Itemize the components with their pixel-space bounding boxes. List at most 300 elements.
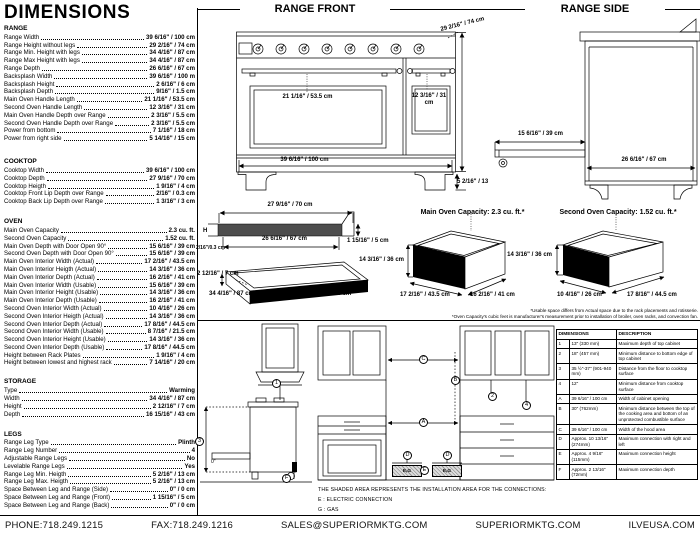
range-side-drawing bbox=[490, 15, 700, 200]
main-oven-width-label: 17 2/16" / 43.5 cm bbox=[400, 292, 450, 298]
spec-row bbox=[4, 250, 195, 258]
spec-row bbox=[4, 119, 195, 127]
spec-label: Main Oven Depth with Door Open 90° bbox=[4, 242, 107, 250]
marker-2: 2 bbox=[488, 392, 497, 401]
dotted-leader bbox=[110, 491, 168, 492]
spec-row bbox=[4, 64, 195, 72]
spec-label: Type bbox=[4, 387, 18, 395]
dotted-leader bbox=[115, 125, 149, 126]
spec-row bbox=[4, 49, 195, 57]
spec-value: Yes bbox=[184, 462, 195, 470]
second-oven-capacity-title: Second Oven Capacity: 1.52 cu. ft.* bbox=[559, 209, 677, 216]
page-title: DIMENSIONS bbox=[4, 2, 131, 23]
spec-value: 1 3/16" / 3 cm bbox=[156, 198, 195, 206]
spec-value: 1 9/16" / 4 cm bbox=[156, 351, 195, 359]
spec-label: Second Oven Interior Depth (Usable) bbox=[4, 343, 105, 351]
table-description-cell: Maximum connection height bbox=[617, 449, 698, 464]
spec-value: 15 6/16" / 39 cm bbox=[149, 250, 195, 258]
table-description-cell: Distance from the floor to cooktop surface bbox=[617, 364, 698, 379]
cooktop-h-marker: H bbox=[203, 228, 208, 234]
spec-value: 0" / 0 cm bbox=[169, 486, 195, 494]
range-front-height-label: 29 2/16" / 74 cm bbox=[440, 16, 486, 33]
dotted-leader bbox=[77, 101, 143, 102]
table-row bbox=[557, 425, 698, 435]
spec-label: Second Oven Depth with Door Open 90° bbox=[4, 250, 114, 258]
dotted-leader bbox=[111, 507, 167, 508]
table-dimension-cell: 39 6/16" / 100 cm bbox=[570, 425, 617, 435]
connection-point bbox=[292, 462, 297, 472]
spec-label: Backsplash Depth bbox=[4, 88, 54, 96]
spec-row bbox=[4, 242, 195, 250]
table-ref-cell: F bbox=[557, 465, 570, 480]
spec-row bbox=[4, 446, 195, 454]
spec-label: Height bbox=[4, 402, 22, 410]
main-oven-depth-label: 16 2/16" / 41 cm bbox=[470, 292, 515, 298]
spec-value: 2 3/16" / 5.5 cm bbox=[151, 111, 195, 119]
dotted-leader bbox=[68, 476, 150, 477]
spec-row bbox=[4, 234, 195, 242]
marker-C: C bbox=[419, 355, 428, 364]
dotted-leader bbox=[96, 263, 142, 264]
storage-drawer-drawing bbox=[196, 258, 396, 313]
dotted-leader bbox=[106, 195, 155, 196]
marker-A: A bbox=[419, 418, 428, 427]
table-row bbox=[557, 379, 698, 394]
cooktop-top-width-label: 27 9/16" / 70 cm bbox=[267, 202, 313, 208]
table-ref-cell: E bbox=[557, 449, 570, 464]
spec-label: Space Between Leg and Range (Back) bbox=[4, 501, 110, 509]
table-description-cell: Minimum distance to bottom edge of top cabinet bbox=[617, 349, 698, 364]
table-row bbox=[557, 434, 698, 449]
table-description-cell: Maximum depth of top cabinet bbox=[617, 339, 698, 349]
spec-value: 9/16" / 1.5 cm bbox=[156, 88, 195, 96]
spec-value: 39 6/16" / 100 m bbox=[149, 72, 195, 80]
table-ref-cell: 2 bbox=[557, 349, 570, 364]
spec-row bbox=[4, 134, 195, 142]
spec-label: Range Max Height with legs bbox=[4, 57, 80, 65]
connection-area-label: E,G bbox=[402, 468, 412, 474]
spec-label: Main Oven Interior Depth (Usable) bbox=[4, 297, 97, 305]
spec-value: 26 6/16" / 67 cm bbox=[149, 64, 195, 72]
spec-value: 29 2/16" / 74 cm bbox=[149, 41, 195, 49]
spec-row bbox=[4, 351, 195, 359]
main-oven-height-label: 14 3/16" / 36 cm bbox=[359, 257, 404, 263]
spec-value: 7 14/16" / 20 cm bbox=[149, 359, 195, 367]
gas-note: G : GAS bbox=[318, 507, 339, 513]
spec-label: Main Oven Capacity bbox=[4, 226, 59, 234]
dotted-leader bbox=[108, 248, 147, 249]
table-dimension-cell: 18" (457 mm) bbox=[570, 349, 617, 364]
burner-knobs bbox=[253, 44, 424, 54]
marker-B: B bbox=[451, 376, 460, 385]
spec-row bbox=[4, 394, 195, 402]
main-oven-drawing bbox=[405, 222, 520, 302]
range-depth-label: 26 6/16" / 67 cm bbox=[600, 157, 688, 164]
spec-row bbox=[4, 281, 195, 289]
dotted-leader bbox=[106, 333, 146, 334]
range-front-drawing bbox=[236, 24, 466, 196]
spec-label: Range Leg Type bbox=[4, 439, 49, 447]
spec-value: 2 3/16" / 5.5 cm bbox=[151, 119, 195, 127]
cooktop-inner-width-label: 26 6/16" / 67 cm bbox=[262, 236, 307, 242]
spec-row bbox=[4, 226, 195, 234]
dotted-leader bbox=[57, 132, 150, 133]
table-row bbox=[557, 465, 698, 480]
spec-row bbox=[4, 493, 195, 501]
spec-row bbox=[4, 56, 195, 64]
spec-label: Backsplash Width bbox=[4, 72, 53, 80]
hood-cabinet bbox=[262, 324, 298, 372]
spec-value: 1 15/16" / 5 cm bbox=[152, 494, 195, 502]
table-dimension-cell: 30" (762mm) bbox=[570, 404, 617, 425]
table-ref-cell: B bbox=[557, 404, 570, 425]
spec-value: 2 12/16" / 7 cm bbox=[152, 402, 195, 410]
spec-row bbox=[4, 359, 195, 367]
spec-label: Main Oven Interior Height (Usable) bbox=[4, 289, 99, 297]
dotted-leader bbox=[82, 54, 148, 55]
spec-label: Range Leg Number bbox=[4, 447, 58, 455]
spec-value: 14 3/16" / 36 cm bbox=[149, 289, 195, 297]
dotted-leader bbox=[54, 78, 147, 79]
spec-row bbox=[4, 485, 195, 493]
storage-height-label: 2 12/16" / 7 cm bbox=[197, 271, 239, 277]
spec-value: 21 1/16" / 53.5 cm bbox=[144, 96, 195, 104]
spec-row bbox=[4, 190, 195, 198]
spec-value: 7 1/16" / 18 cm bbox=[152, 127, 195, 135]
spec-row bbox=[4, 478, 195, 486]
backsplash bbox=[680, 19, 696, 32]
spec-label: Adjustable Range Legs bbox=[4, 455, 68, 463]
spec-label: Cooktop Heigth bbox=[4, 182, 47, 190]
dotted-leader bbox=[64, 140, 148, 141]
spec-value: 16 2/16" / 41 cm bbox=[149, 297, 195, 305]
second-oven-height-label: 14 3/16" / 36 cm bbox=[507, 252, 552, 258]
dotted-leader bbox=[108, 117, 149, 118]
table-ref-cell: C bbox=[557, 425, 570, 435]
spec-label: Second Oven Interior Width (Actual) bbox=[4, 304, 102, 312]
spec-label: Space Between Leg and Range (Side) bbox=[4, 486, 109, 494]
spec-row bbox=[4, 127, 195, 135]
spec-row bbox=[4, 41, 195, 49]
footnote-capacity: *Oven Capacity's cubic feet is manufacturer's measurement prior to installation of broiler, oven racks, and convection fan. bbox=[451, 314, 698, 319]
spec-row bbox=[4, 182, 195, 190]
upper-right-cabinet bbox=[460, 326, 554, 380]
dimensions-table bbox=[556, 329, 698, 480]
spec-row bbox=[4, 33, 195, 41]
spec-label: Cooktop Back Lip Depth over Range bbox=[4, 198, 103, 206]
footnote-usable: *Usable space differs from Actual space due to the rack placements and rotisserie. bbox=[530, 308, 698, 313]
spec-value: 8 7/16" / 21.5 cm bbox=[147, 328, 195, 336]
section-header: RANGE bbox=[4, 25, 28, 32]
spec-label: Space Between Leg and Range (Front) bbox=[4, 494, 111, 502]
specs-sections bbox=[4, 25, 195, 509]
cooktop-bar bbox=[218, 224, 342, 236]
installation-side-drawing bbox=[196, 322, 316, 492]
dotted-leader bbox=[68, 240, 163, 241]
spec-value: 39 6/16" / 100 cm bbox=[146, 166, 195, 174]
spec-value: 2 6/16" / 6 cm bbox=[156, 80, 195, 88]
table-dimension-cell: Approx. 4 9/16" (115mm) bbox=[570, 449, 617, 464]
spec-label: Main Oven Interior Depth (Actual) bbox=[4, 273, 95, 281]
dotted-leader bbox=[98, 287, 147, 288]
spec-value: 17 8/16" / 44.5 cm bbox=[144, 343, 195, 351]
spec-value: 10 4/16" / 26 cm bbox=[149, 304, 195, 312]
table-ref-cell: 4 bbox=[557, 379, 570, 394]
spec-row bbox=[4, 410, 195, 418]
second-oven-width-label: 10 4/16" / 26 cm bbox=[557, 292, 602, 298]
footer-brand-site[interactable]: ILVEUSA.COM bbox=[628, 519, 695, 531]
spec-row bbox=[4, 328, 195, 336]
spec-value: 34 4/16" / 87 cm bbox=[149, 57, 195, 65]
spec-row bbox=[4, 111, 195, 119]
table-row bbox=[557, 339, 698, 349]
dotted-leader bbox=[112, 499, 151, 500]
marker-E: E bbox=[420, 466, 429, 475]
second-oven-drawing bbox=[553, 225, 678, 300]
spec-row bbox=[4, 304, 195, 312]
range-width-label: 39 6/16" / 100 cm bbox=[280, 157, 329, 163]
second-oven-handle bbox=[412, 69, 450, 73]
marker-F: F bbox=[282, 474, 291, 483]
spec-label: Main Oven Handle Depth over Range bbox=[4, 111, 106, 119]
spec-label: Cooktop Front Lip Depth over Range bbox=[4, 190, 104, 198]
spec-label: Height between Rack Plates bbox=[4, 351, 81, 359]
spec-label: Width bbox=[4, 395, 20, 403]
spec-row bbox=[4, 335, 195, 343]
dotted-leader bbox=[55, 93, 154, 94]
spec-value: 34 4/16" / 87 cm bbox=[149, 395, 195, 403]
spec-value: 1 9/16" / 4 cm bbox=[156, 182, 195, 190]
spec-value: 14 3/16" / 36 cm bbox=[149, 312, 195, 320]
spec-value: 1.52 cu. ft. bbox=[165, 234, 195, 242]
middle-rule bbox=[197, 320, 700, 321]
spec-row bbox=[4, 462, 195, 470]
spec-label: Cooktop Depth bbox=[4, 174, 45, 182]
spec-label: Range Leg Min. Heigth bbox=[4, 470, 67, 478]
table-row bbox=[557, 404, 698, 425]
table-description-cell: Maximum connection with right and left bbox=[617, 434, 698, 449]
oven-footnotes bbox=[400, 308, 698, 320]
dotted-leader bbox=[82, 62, 148, 63]
dotted-leader bbox=[22, 400, 148, 401]
second-handle-label: 12 3/16" / 31 cm bbox=[411, 93, 447, 106]
dotted-leader bbox=[47, 180, 148, 181]
spec-row bbox=[4, 95, 195, 103]
spec-value: 16 15/16" / 43 cm bbox=[146, 410, 195, 418]
range-front-title: RANGE FRONT bbox=[240, 3, 390, 16]
spec-label: Levelable Range Legs bbox=[4, 462, 65, 470]
spec-value: Warming bbox=[169, 387, 195, 395]
spec-label: Power from right side bbox=[4, 135, 62, 143]
range-side-title: RANGE SIDE bbox=[525, 3, 665, 16]
dotted-leader bbox=[100, 294, 147, 295]
spec-row bbox=[4, 265, 195, 273]
specs-panel bbox=[4, 2, 195, 509]
spec-row bbox=[4, 257, 195, 265]
section-header: LEGS bbox=[4, 430, 22, 438]
marker-1: 1 bbox=[272, 379, 281, 388]
leg-height-label: 5 2/16" / 13 bbox=[457, 179, 489, 185]
dotted-leader bbox=[83, 357, 155, 358]
dimensions-header: DIMENSIONS bbox=[557, 330, 617, 340]
spec-value: 5 2/16" / 13 cm bbox=[152, 478, 195, 486]
spec-row bbox=[4, 174, 195, 182]
installation-note: THE SHADED AREA REPRESENTS THE INSTALLATION AREA FOR THE CONNECTIONS: bbox=[318, 487, 547, 493]
spec-value: 2/16" / 0.3 cm bbox=[156, 190, 195, 198]
table-description-cell: Minimum distance from cooktop surface bbox=[617, 379, 698, 394]
spec-value: 16 2/16" / 41 cm bbox=[149, 273, 195, 281]
clock-display bbox=[239, 43, 252, 54]
spec-value: No bbox=[186, 455, 195, 463]
spec-row bbox=[4, 296, 195, 304]
spec-label: Second Oven Interior Width (Usable) bbox=[4, 328, 104, 336]
section-header: OVEN bbox=[4, 218, 23, 226]
spec-row bbox=[4, 454, 195, 462]
spec-label: Depth bbox=[4, 410, 21, 418]
spec-label: Height between lowest and highest rack bbox=[4, 359, 112, 367]
marker-4: 4 bbox=[522, 401, 531, 410]
dotted-leader bbox=[24, 408, 151, 409]
footer-website[interactable]: SUPERIORMKTG.COM bbox=[475, 519, 581, 531]
spec-label: Range Leg Max. Heigth bbox=[4, 478, 69, 486]
dotted-leader bbox=[22, 416, 144, 417]
dotted-leader bbox=[56, 86, 154, 87]
open-door bbox=[212, 453, 250, 459]
table-ref-cell: 3 bbox=[557, 364, 570, 379]
table-dimension-cell: 39 6/16" / 100 cm bbox=[570, 394, 617, 404]
spec-value: 14 3/16" / 36 cm bbox=[149, 265, 195, 273]
dotted-leader bbox=[106, 349, 142, 350]
spec-label: Second Oven Interior Depth (Actual) bbox=[4, 320, 103, 328]
cooktop-lip-label: 2/16"/0.3 cm bbox=[196, 245, 226, 251]
main-oven-capacity-title: Main Oven Capacity: 2.3 cu. ft.* bbox=[420, 209, 525, 216]
spec-row bbox=[4, 289, 195, 297]
spec-label: Main Oven Interior Width (Usable) bbox=[4, 281, 97, 289]
spec-row bbox=[4, 197, 195, 205]
spec-value: 12 3/16" / 31 cm bbox=[149, 103, 195, 111]
marker-D: D bbox=[443, 451, 452, 460]
dotted-leader bbox=[77, 47, 147, 48]
spec-row bbox=[4, 88, 195, 96]
spec-label: Backsplash Height bbox=[4, 80, 55, 88]
dotted-leader bbox=[105, 203, 154, 204]
dotted-leader bbox=[19, 392, 167, 393]
spec-label: Range Min. Height with legs bbox=[4, 49, 80, 57]
main-oven-handle bbox=[242, 69, 396, 73]
connection-area-1 bbox=[392, 465, 422, 477]
dotted-leader bbox=[104, 310, 148, 311]
spec-label: Second Oven Handle Depth over Range bbox=[4, 119, 114, 127]
table-description-cell: Minimum distance between the top of the cooking area and bottom of an unprotected combustible surface bbox=[617, 404, 698, 425]
table-dimension-cell: 35 ½"-37" (901-940 mm) bbox=[570, 364, 617, 379]
dotted-leader bbox=[41, 39, 144, 40]
spec-row bbox=[4, 386, 195, 394]
spec-label: Main Oven Handle Length bbox=[4, 96, 75, 104]
dotted-leader bbox=[69, 460, 185, 461]
dotted-leader bbox=[70, 483, 151, 484]
table-dimension-cell: Approx. 10 13/16" (274mm) bbox=[570, 434, 617, 449]
spec-value: 4 bbox=[191, 447, 195, 455]
spec-row bbox=[4, 273, 195, 281]
dotted-leader bbox=[67, 468, 183, 469]
range-body bbox=[250, 407, 296, 472]
storage-depth-label: 16 15/16" / 43 cm bbox=[303, 291, 352, 297]
connection-area-label: E,G bbox=[442, 468, 452, 474]
spec-value: 0" / 0 cm bbox=[169, 501, 195, 509]
spec-value: 14 3/16" / 36 cm bbox=[149, 336, 195, 344]
spec-label: Range Width bbox=[4, 33, 40, 41]
spec-value: 34 4/16" / 87 cm bbox=[149, 49, 195, 57]
description-header: DESCRIPTION bbox=[617, 330, 698, 340]
spec-row bbox=[4, 166, 195, 174]
spec-row bbox=[4, 501, 195, 509]
spec-row bbox=[4, 470, 195, 478]
dotted-leader bbox=[114, 364, 148, 365]
table-row bbox=[557, 449, 698, 464]
spec-value: 5 14/16" / 15 cm bbox=[149, 135, 195, 143]
dotted-leader bbox=[97, 279, 148, 280]
dotted-leader bbox=[116, 255, 148, 256]
spec-value: Plinth bbox=[178, 439, 195, 447]
footer-email[interactable]: SALES@SUPERIORMKTG.COM bbox=[280, 519, 428, 531]
footer-fax: FAX:718.249.1216 bbox=[151, 519, 234, 531]
spec-label: Main Oven Interior Width (Actual) bbox=[4, 258, 95, 266]
section-header: STORAGE bbox=[4, 378, 37, 386]
spec-value: 15 6/16" / 39 cm bbox=[149, 281, 195, 289]
table-row bbox=[557, 349, 698, 364]
spec-row bbox=[4, 320, 195, 328]
dotted-leader bbox=[46, 172, 144, 173]
spec-value: 15 6/16" / 39 cm bbox=[149, 242, 195, 250]
spec-label: Range Height without legs bbox=[4, 41, 76, 49]
spec-value: 17 8/16" / 44.5 cm bbox=[144, 320, 195, 328]
marker-3: 3 bbox=[195, 437, 204, 446]
dotted-leader bbox=[61, 232, 167, 233]
table-ref-cell: D bbox=[557, 434, 570, 449]
spec-label: Second Oven Capacity bbox=[4, 234, 67, 242]
upper-left-cabinet bbox=[318, 326, 386, 380]
table-ref-cell: 1 bbox=[557, 339, 570, 349]
left-leg bbox=[238, 172, 276, 190]
dotted-leader bbox=[106, 318, 148, 319]
spec-value: 17 2/16" / 43.5 cm bbox=[144, 258, 195, 266]
spec-row bbox=[4, 72, 195, 80]
installation-notes bbox=[318, 485, 546, 515]
spec-value: 27 9/16" / 70 cm bbox=[149, 174, 195, 182]
dotted-leader bbox=[51, 444, 176, 445]
spec-label: Second Oven Interior Height (Usable) bbox=[4, 336, 106, 344]
spec-row bbox=[4, 439, 195, 447]
table-dimension-cell: Approx. 2 13/16" (72mm) bbox=[570, 465, 617, 480]
second-oven-depth-label: 17 8/16" / 44.5 cm bbox=[627, 292, 677, 298]
spec-row bbox=[4, 402, 195, 410]
dotted-leader bbox=[108, 341, 148, 342]
table-dimension-cell: 13" (330 mm) bbox=[570, 339, 617, 349]
table-header-row bbox=[557, 330, 698, 340]
marker-D: D bbox=[403, 451, 412, 460]
spec-row bbox=[4, 312, 195, 320]
table-dimension-cell: 12" bbox=[570, 379, 617, 394]
spec-row bbox=[4, 103, 195, 111]
spec-label: Range Depth bbox=[4, 64, 40, 72]
dotted-leader bbox=[98, 271, 147, 272]
table-row bbox=[557, 394, 698, 404]
spec-label: Main Oven Interior Heigth (Actual) bbox=[4, 265, 97, 273]
footer-bar bbox=[0, 515, 700, 534]
zero-clearance-label: 0" bbox=[211, 459, 216, 465]
cooktop-right-height-label: 1 15/16" / 5 cm bbox=[347, 238, 389, 244]
table-description-cell: Width of the hood area bbox=[617, 425, 698, 435]
